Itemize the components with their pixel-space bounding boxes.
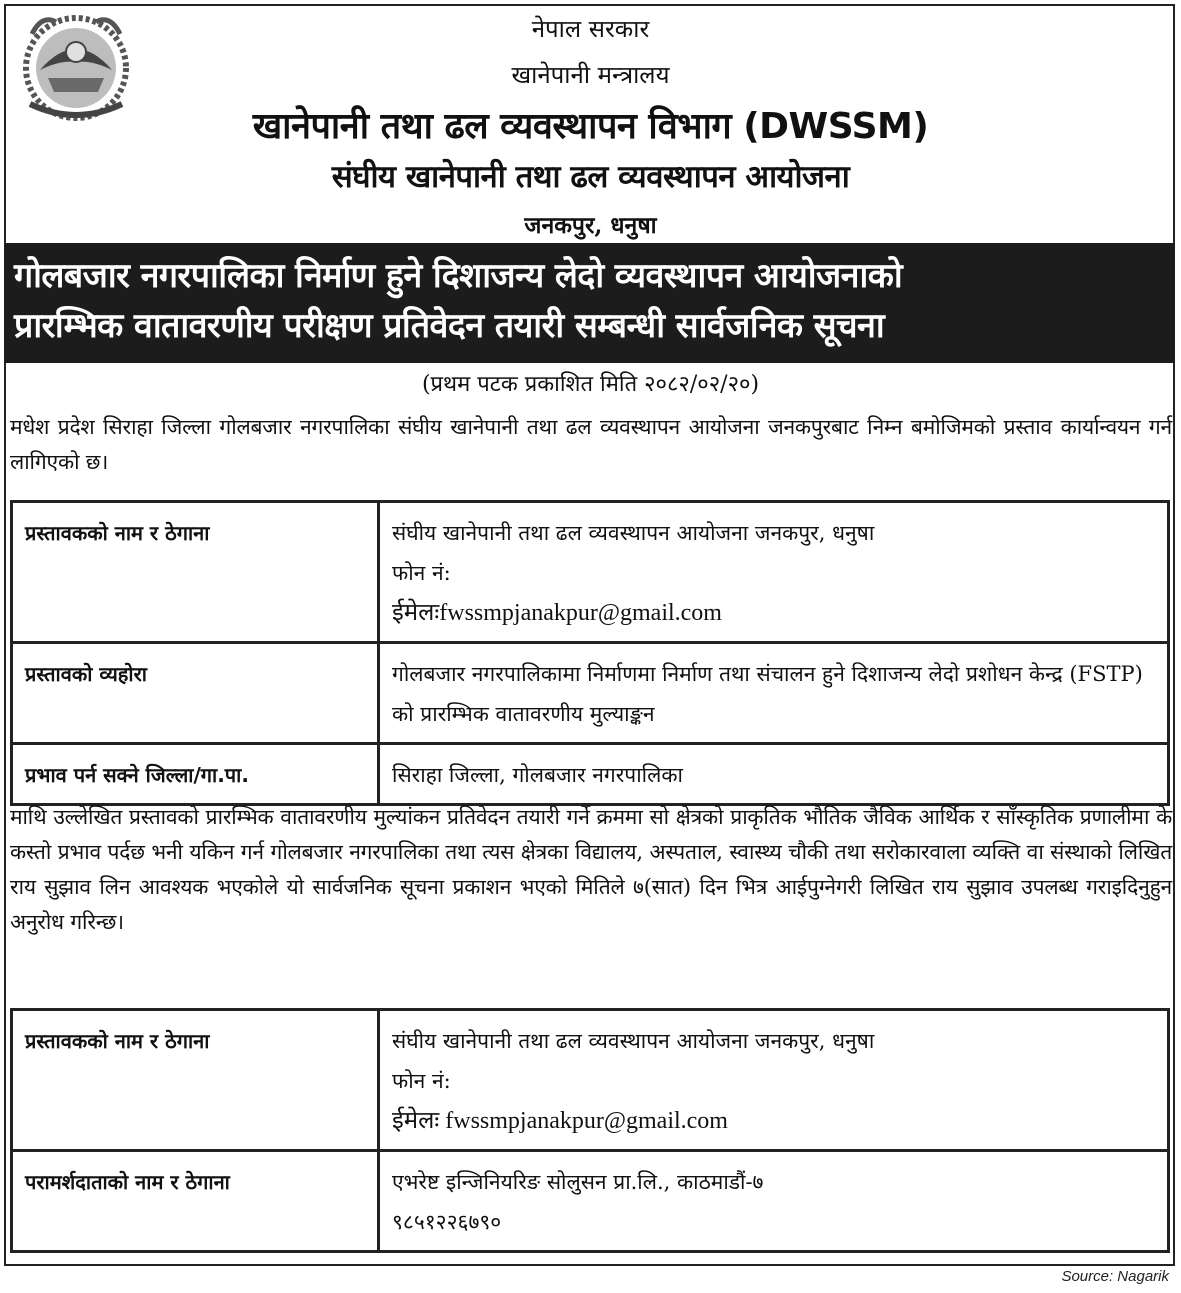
table-row <box>12 1010 1169 1151</box>
publication-date: (प्रथम पटक प्रकाशित मिति २०८२/०२/२०) <box>421 372 760 397</box>
body-paragraph: माथि उल्लेखित प्रस्तावको प्रारम्भिक वातावरणीय मुल्यांकन प्रतिवेदन तयारी गर्ने क्रममा सो क्षेत्रको प्राकृतिक भौतिक जैविक आर्थिक र साँस्कृतिक प्रणालीमा के कस्तो प्रभाव पर्दछ भनी यकिन गर्न गोलबजार नगरपालिका तथा त्यस क्षेत्रका विद्यालय, अस्पताल, स्वास्थ्य चौकी तथा सरोकारवाला व्यक्ति वा संस्थाको लिखित राय सुझाव लिन आवश्यक भएकोले यो सार्वजनिक सूचना प्रकाशन भएको मितिले ७(सात) दिन भित्र आईपुग्नेगरी लिखित राय सुझाव उपलब्ध गराइदिनुहुन अनुरोध गरिन्छ। <box>10 805 1172 934</box>
table-row <box>12 744 1169 805</box>
project-name: संघीय खानेपानी तथा ढल व्यवस्थापन आयोजना <box>331 159 850 195</box>
consultant-label: परामर्शदाताको नाम र ठेगाना <box>12 1151 379 1252</box>
contact-table <box>10 1008 1170 1253</box>
proposer-address-2: संघीय खानेपानी तथा ढल व्यवस्थापन आयोजना जनकपुर, धनुषा <box>392 1029 875 1053</box>
source-credit: Source: Nagarik <box>1061 1268 1169 1285</box>
consultant-phone: ९८५१२२६७९० <box>392 1210 502 1234</box>
proposal-table <box>10 500 1170 806</box>
proposer-email-2: ईमेलः fwssmpjanakpur@gmail.com <box>392 1108 728 1134</box>
proposer-value-2 <box>379 1010 1169 1151</box>
proposer-value <box>379 502 1169 643</box>
affected-area-label: प्रभाव पर्न सक्ने जिल्ला/गा.पा. <box>12 744 379 805</box>
ministry-name: खानेपानी मन्त्रालय <box>511 61 670 89</box>
table-row <box>12 1151 1169 1252</box>
notice-header <box>0 0 1181 240</box>
proposer-label: प्रस्तावकको नाम र ठेगाना <box>12 502 379 643</box>
proposer-address: संघीय खानेपानी तथा ढल व्यवस्थापन आयोजना जनकपुर, धनुषा <box>392 521 875 545</box>
proposer-label-2: प्रस्तावकको नाम र ठेगाना <box>12 1010 379 1151</box>
notice-title-line2: प्रारम्भिक वातावरणीय परीक्षण प्रतिवेदन तयारी सम्बन्धी सार्वजनिक सूचना <box>14 306 885 346</box>
government-name: नेपाल सरकार <box>531 15 650 43</box>
proposal-subject-value: गोलबजार नगरपालिकामा निर्माणमा निर्माण तथा संचालन हुने दिशाजन्य लेदो प्रशोधन केन्द्र (FSTP) को प्रारम्भिक वातावरणीय मुल्याङ्कन <box>379 643 1169 744</box>
table-row <box>12 502 1169 643</box>
department-name: खानेपानी तथा ढल व्यवस्थापन विभाग (DWSSM) <box>252 106 929 147</box>
notice-title-banner <box>4 243 1175 363</box>
office-location: जनकपुर, धनुषा <box>524 212 657 239</box>
proposer-email: ईमेलःfwssmpjanakpur@gmail.com <box>392 600 722 626</box>
consultant-value <box>379 1151 1169 1252</box>
proposer-phone-2: फोन नं: <box>392 1069 451 1093</box>
table-row <box>12 643 1169 744</box>
intro-paragraph: मधेश प्रदेश सिराहा जिल्ला गोलबजार नगरपालिका संघीय खानेपानी तथा ढल व्यवस्थापन आयोजना जनकपुरबाट निम्न बमोजिमको प्रस्ताव कार्यान्वयन गर्न लागिएको छ। <box>10 415 1172 474</box>
proposal-subject-label: प्रस्तावको व्यहोरा <box>12 643 379 744</box>
proposer-phone: फोन नं: <box>392 561 451 585</box>
notice-title-line1: गोलबजार नगरपालिका निर्माण हुने दिशाजन्य लेदो व्यवस्थापन आयोजनाको <box>14 256 903 296</box>
affected-area-value: सिराहा जिल्ला, गोलबजार नगरपालिका <box>379 744 1169 805</box>
consultant-address: एभरेष्ट इन्जिनियरिङ सोलुसन प्रा.लि., काठमाडौं-७ <box>392 1170 764 1194</box>
